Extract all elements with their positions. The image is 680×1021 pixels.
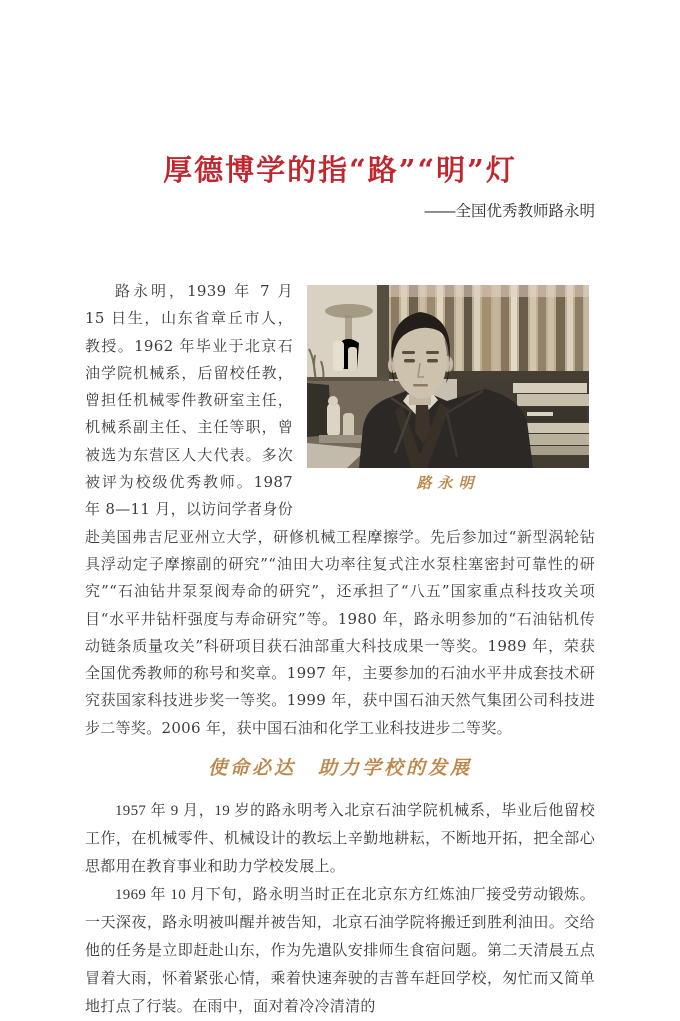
section-heading: 使命必达 助力学校的发展 [207,757,472,780]
paragraph-bio: 路永明，1939 年 7 月 15 日生，山东省章丘市人，教授。1962 年毕业于北京石油学院机械系，后留校任教，曾担任机械零件教研室主任，机械系副主任、主任等职，曾被选为东营区人大代表。多次被评为校级优秀教师。1987 年 8—11 月，以访问学者身份赴美国弗吉尼亚州立大学，研修机械工程摩擦学。先后参加过“新型涡轮钻具浮动定子摩擦副的研究”“油田大功率往复式注水泵柱塞密封可靠性的研究”“石油钻井泵泵阀寿命的研究”，还承担了“八五”国家重点科技攻关项目“水平井钻杆强度与寿命研究”等。1980 年，路永明参加的“石油钻机传动链条质量攻关”科研项目获石油部重大科技成果一等奖。1989 年，荣获全国优秀教师的称号和奖章。1997 年，主要参加的石油水平井成套技术研究获国家科技进步奖一等奖。1999 年，获中国石油天然气集团公司科技进步二等奖。2006 年，获中国石油和化学工业科技进步二等奖。 [85,282,595,737]
portrait-figure [307,285,589,493]
paragraph-career: 1957 年 9 月，19 岁的路永明考入北京石油学院机械系，毕业后他留校工作，在机械零件、机械设计的教坛上辛勤地耕耘，不断地开拓，把全部心思都用在教育事业和助力学校发展上。 [85,803,595,876]
photo-caption: 路永明 [416,474,480,492]
page-title: 厚德博学的指“路”“明”灯 [163,153,517,187]
article-body [85,222,595,1021]
subtitle: ——全国优秀教师路永明 [424,203,595,220]
paragraph-relocation: 1969 年 10 月下旬，路永明当时正在北京东方红炼油厂接受劳动锻炼。一天深夜，路永明被叫醒并被告知，北京石油学院将搬迁到胜利油田。交给他的任务是立即赶赴山东，作为先遣队安排师生食宿问题。第二天清晨五点冒着大雨，怀着紧张心情，乘着快速奔驶的吉普车赶回学校，匆忙而又简单地打点了行装。在雨中，面对着冷冷清清的 [85,887,595,1016]
portrait-photo [307,285,589,468]
